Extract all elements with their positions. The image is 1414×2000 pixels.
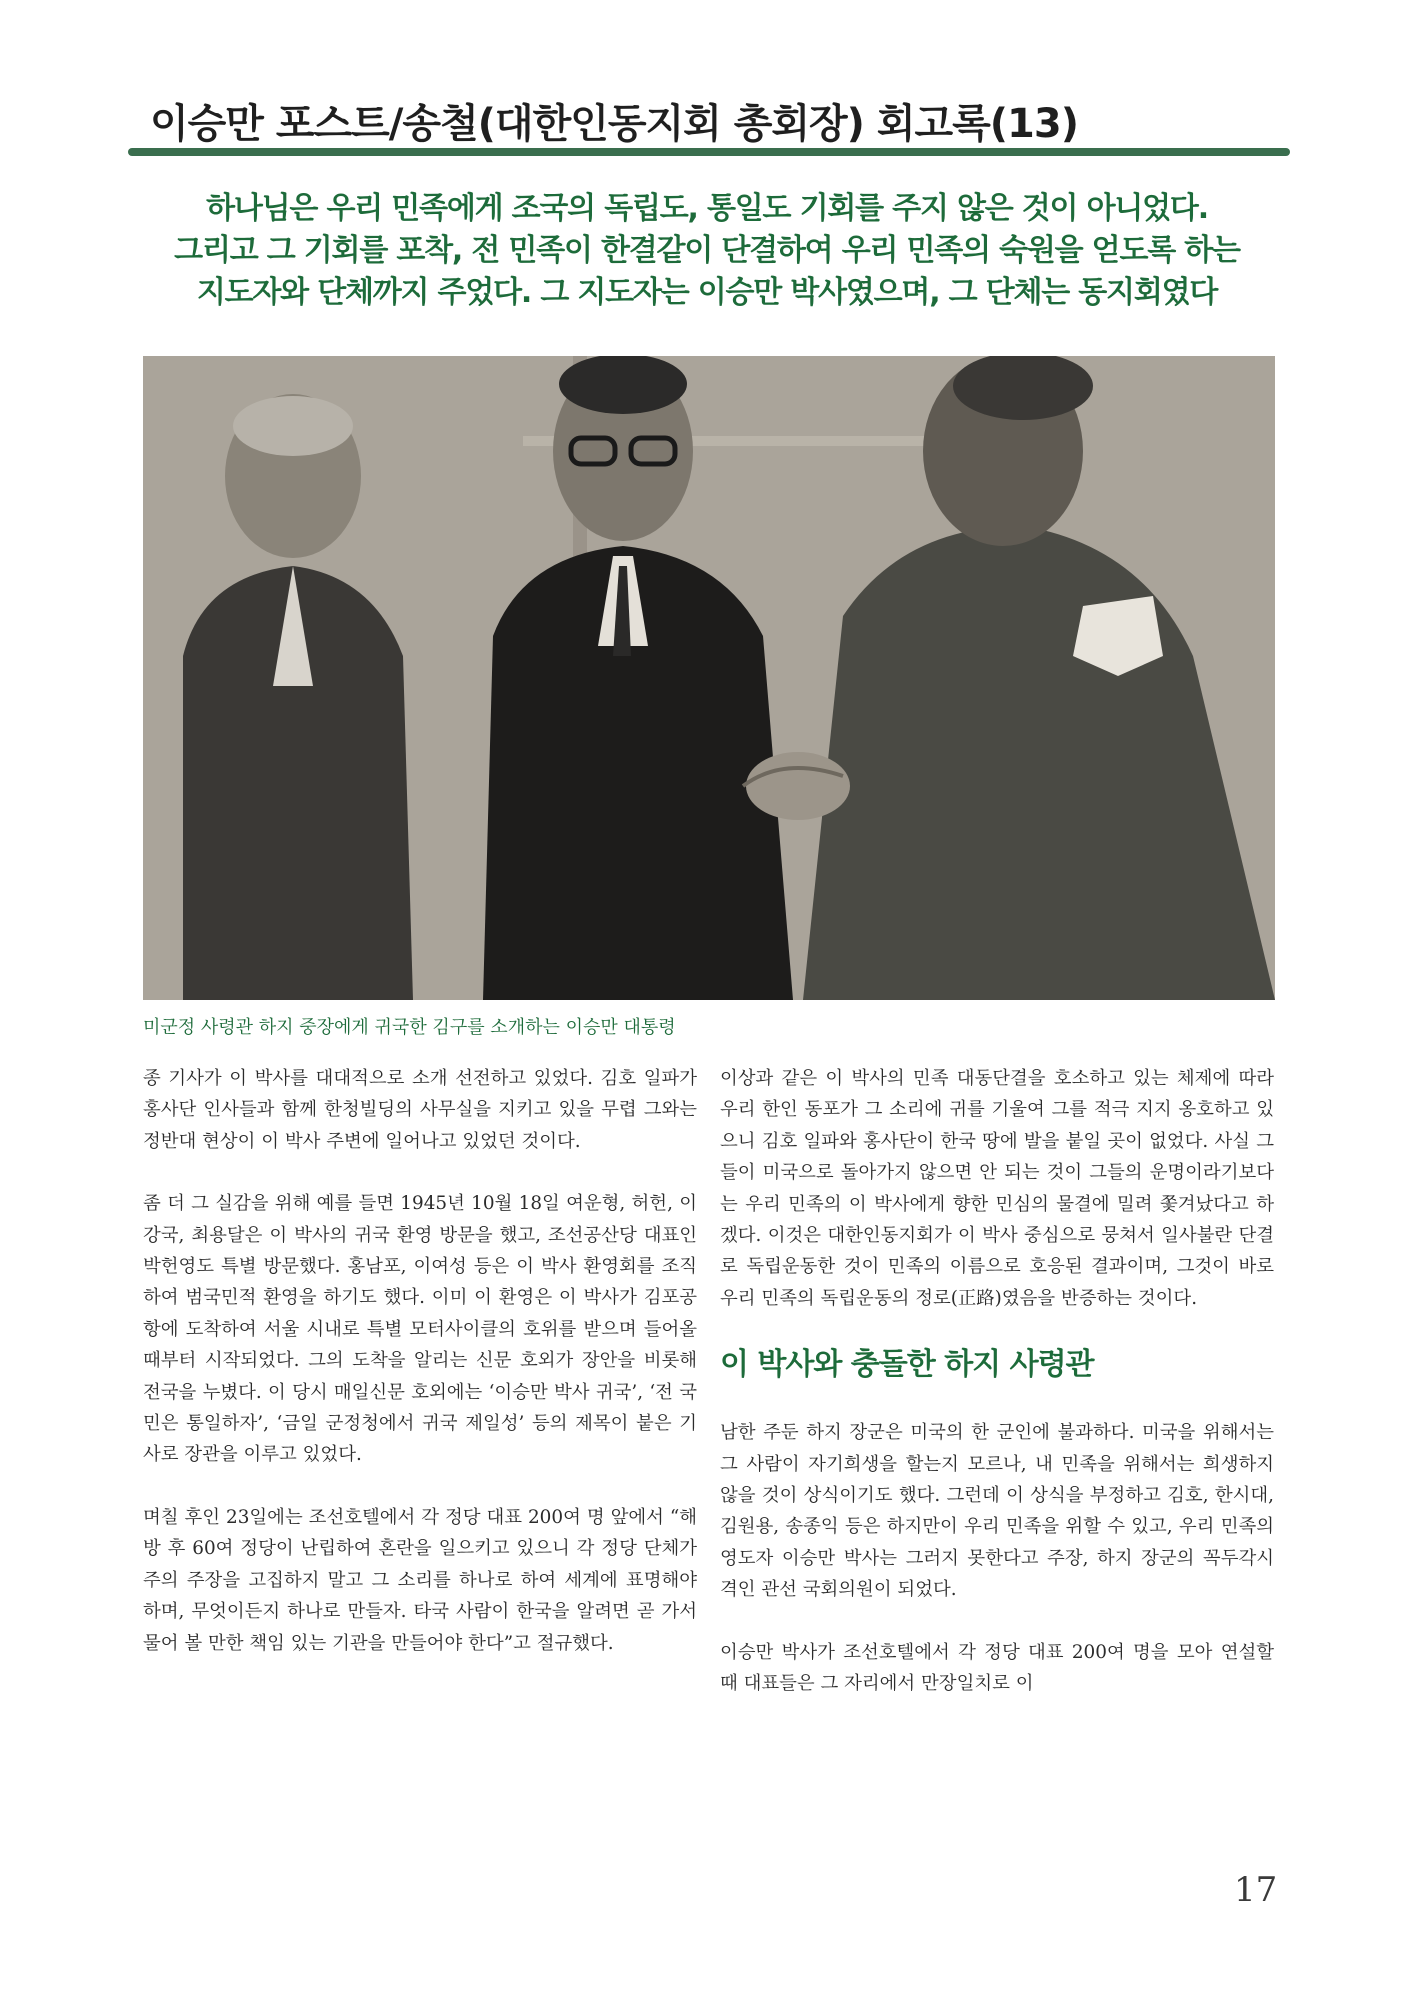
body-paragraph: 며칠 후인 23일에는 조선호텔에서 각 정당 대표 200여 명 앞에서 “해방 후 60여 정당이 난립하여 혼란을 일으키고 있으니 각 정당 단체가 주의 주장을 고집하지 말고 그 소리를 하나로 하여 세계에 표명해야 하며, 무엇이든지 하나로 만들자. 타국 사람이 한국을 알려면 곧 가서 물어 볼 만한 책임 있는 기관을 만들어야 한다”고 절규했다. xyxy=(143,1506,697,1654)
lead-line: 지도자와 단체까지 주었다. 그 지도자는 이승만 박사였으며, 그 단체는 동지회였다 xyxy=(196,275,1218,310)
section-subheading: 이 박사와 충돌한 하지 사령관 xyxy=(720,1347,1094,1383)
body-paragraph: 종 기사가 이 박사를 대대적으로 소개 선전하고 있었다. 김호 일파가 홍사단 인사들과 함께 한청빌딩의 사무실을 지키고 있을 무렵 그와는 정반대 현상이 이 박사 주변에 일어나고 있었던 것이다. xyxy=(143,1068,697,1152)
page-header-title: 이승만 포스트/송철(대한인동지회 총회장) 회고록(13) xyxy=(150,101,1078,147)
historical-photo xyxy=(143,356,1275,1000)
page-number: 17 xyxy=(1234,1870,1278,1910)
body-paragraph: 이승만 박사가 조선호텔에서 각 정당 대표 200여 명을 모아 연설할 때 대표들은 그 자리에서 만장일치로 이 xyxy=(720,1641,1274,1695)
left-text-column xyxy=(143,1063,697,1690)
header-divider xyxy=(128,148,1290,156)
lead-line: 하나님은 우리 민족에게 조국의 독립도, 통일도 기회를 주지 않은 것이 아니었다. xyxy=(206,191,1208,226)
body-paragraph: 이상과 같은 이 박사의 민족 대동단결을 호소하고 있는 체제에 따라 우리 한인 동포가 그 소리에 귀를 기울여 그를 적극 지지 옹호하고 있으니 김호 일파와 홍사단이 한국 땅에 발을 붙일 곳이 없었다. 사실 그들이 미국으로 돌아가지 않으면 안 되는 것이 그들의 운명이라기보다는 우리 민족의 이 박사에게 향한 민심의 물결에 밀려 쫓겨났다고 하겠다. 이것은 대한인동지회가 이 박사 중심으로 뭉쳐서 일사불란 단결로 독립운동한 것이 민족의 이름으로 호응된 결과이며, 그것이 바로 우리 민족의 독립운동의 정로(正路)였음을 반증하는 것이다. xyxy=(720,1068,1274,1309)
photo-illustration xyxy=(143,356,1275,1000)
lead-quote xyxy=(140,188,1274,314)
body-paragraph: 좀 더 그 실감을 위해 예를 들면 1945년 10월 18일 여운형, 허헌, 이강국, 최용달은 이 박사의 귀국 환영 방문을 했고, 조선공산당 대표인 박헌영도 특별 방문했다. 홍남포, 이여성 등은 이 박사 환영회를 조직하여 범국민적 환영을 하기도 했다. 이미 이 환영은 이 박사가 김포공항에 도착하여 서울 시내로 특별 모터사이클의 호위를 받으며 들어올 때부터 시작되었다. 그의 도착을 알리는 신문 호외가 장안을 비롯해 전국을 누볐다. 이 당시 매일신문 호외에는 ‘이승만 박사 귀국’, ‘전 국민은 통일하자’, ‘금일 군정청에서 귀국 제일성’ 등의 제목이 붙은 기사로 장관을 이루고 있었다. xyxy=(143,1193,697,1466)
right-text-column xyxy=(720,1063,1274,1731)
lead-line: 그리고 그 기회를 포착, 전 민족이 한결같이 단결하여 우리 민족의 숙원을 얻도록 하는 xyxy=(174,233,1240,268)
photo-caption: 미군정 사령관 하지 중장에게 귀국한 김구를 소개하는 이승만 대통령 xyxy=(143,1017,676,1038)
body-paragraph: 남한 주둔 하지 장군은 미국의 한 군인에 불과하다. 미국을 위해서는 그 사람이 자기희생을 할는지 모르나, 내 민족을 위해서는 희생하지 않을 것이 상식이기도 했다. 그런데 이 상식을 부정하고 김호, 한시대, 김원용, 송종익 등은 하지만이 우리 민족을 위할 수 있고, 우리 민족의 영도자 이승만 박사는 그러지 못한다고 주장, 하지 장군의 꼭두각시 격인 관선 국회의원이 되었다. xyxy=(720,1422,1274,1601)
